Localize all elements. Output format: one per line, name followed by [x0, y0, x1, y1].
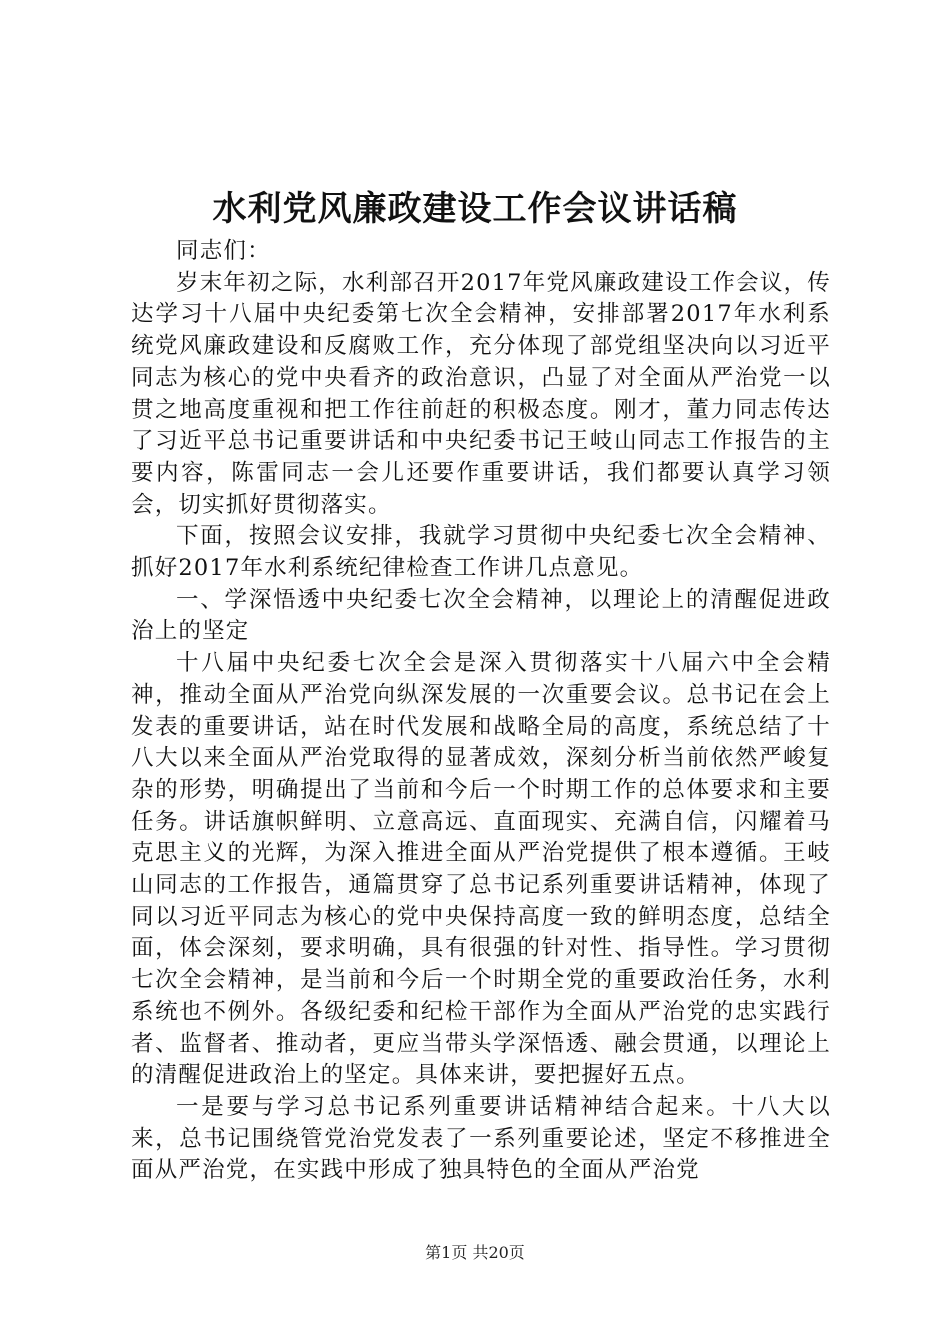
- body-paragraph: 岁末年初之际，水利部召开2017年党风廉政建设工作会议，传达学习十八届中央纪委第七次全会精神，安排部署2017年水利系统党风廉政建设和反腐败工作，充分体现了部党组坚决向以习近平同志为核心的党中央看齐的政治意识，凸显了对全面从严治党一以贯之地高度重视和把工作往前赶的积极态度。刚才，董力同志传达了习近平总书记重要讲话和中央纪委书记王岐山同志工作报告的主要内容，陈雷同志一会儿还要作重要讲话，我们都要认真学习领会，切实抓好贯彻落实。: [131, 269, 831, 518]
- page-number-footer: 第1页 共20页: [425, 1243, 525, 1262]
- salutation-paragraph: 同志们：: [176, 238, 271, 264]
- document-title: 水利党风廉政建设工作会议讲话稿: [212, 189, 738, 229]
- section-heading: 一、学深悟透中央纪委七次全会精神，以理论上的清醒促进政治上的坚定: [131, 586, 831, 645]
- body-paragraph: 一是要与学习总书记系列重要讲话精神结合起来。十八大以来，总书记围绕管党治党发表了一系列重要论述，坚定不移推进全面从严治党，在实践中形成了独具特色的全面从严治党: [131, 1093, 831, 1184]
- document-body: [131, 236, 831, 1187]
- body-paragraph: 十八届中央纪委七次全会是深入贯彻落实十八届六中全会精神，推动全面从严治党向纵深发展的一次重要会议。总书记在会上发表的重要讲话，站在时代发展和战略全局的高度，系统总结了十八大以来全面从严治党取得的显著成效，深刻分析当前依然严峻复杂的形势，明确提出了当前和今后一个时期工作的总体要求和主要任务。讲话旗帜鲜明、立意高远、直面现实、充满自信，闪耀着马克思主义的光辉，为深入推进全面从严治党提供了根本遵循。王岐山同志的工作报告，通篇贯穿了总书记系列重要讲话精神，体现了同以习近平同志为核心的党中央保持高度一致的鲜明态度，总结全面，体会深刻，要求明确，具有很强的针对性、指导性。学习贯彻七次全会精神，是当前和今后一个时期全党的重要政治任务，水利系统也不例外。各级纪委和纪检干部作为全面从严治党的忠实践行者、监督者、推动者，更应当带头学深悟透、融会贯通，以理论上的清醒促进政治上的坚定。具体来讲，要把握好五点。: [131, 650, 831, 1089]
- body-paragraph: 下面，按照会议安排，我就学习贯彻中央纪委七次全会精神、抓好2017年水利系统纪律检查工作讲几点意见。: [131, 523, 831, 582]
